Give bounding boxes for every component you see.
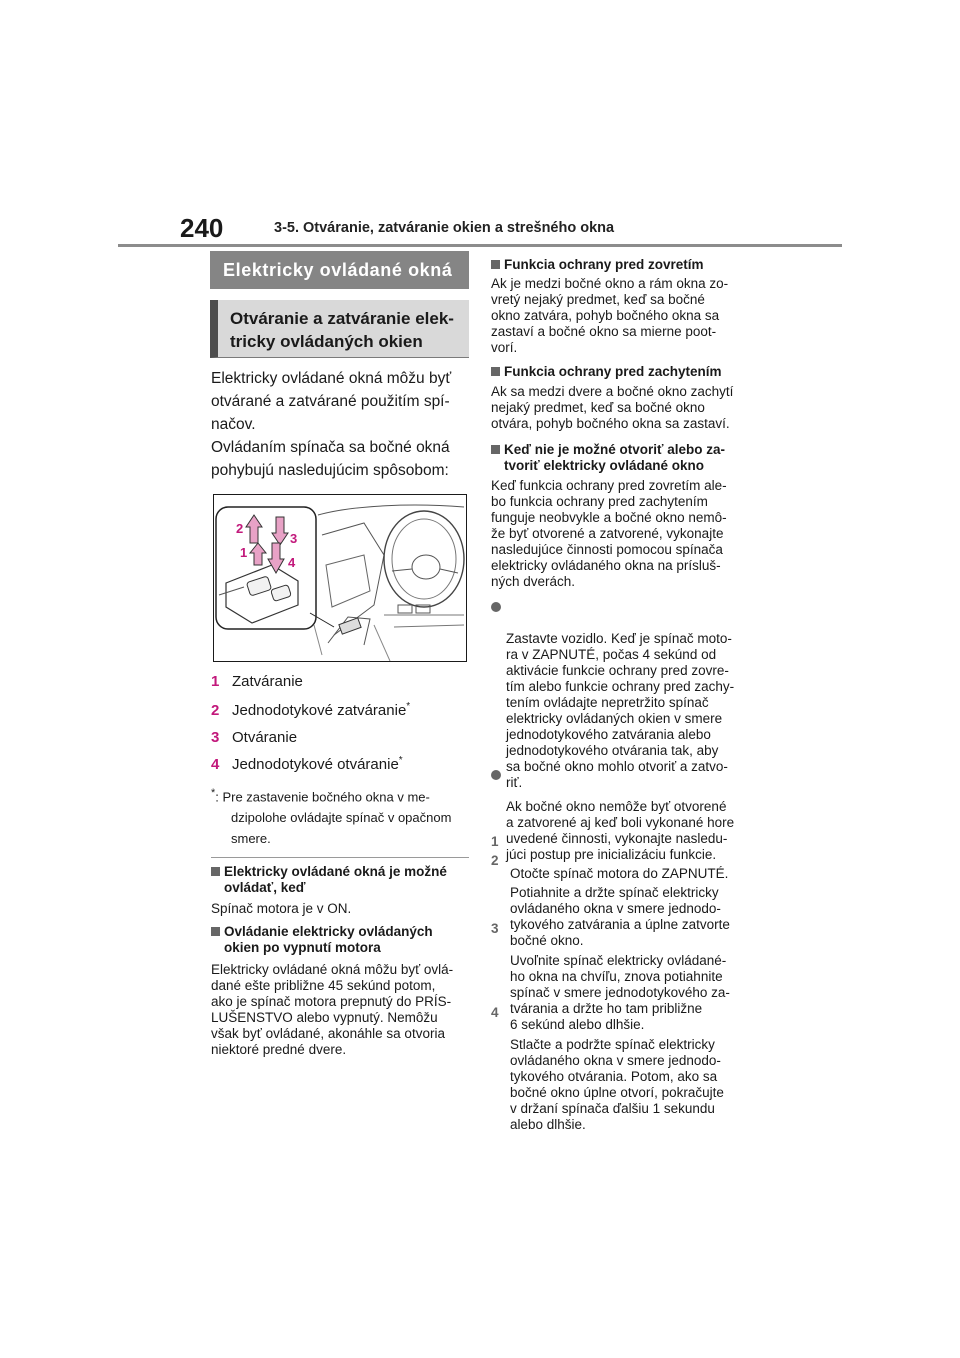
subsection-title: Otváranie a zatváranie elek- tricky ovládaných okien bbox=[230, 309, 454, 351]
section-title: Elektricky ovládané okná bbox=[210, 251, 469, 289]
window-switch-illustration bbox=[213, 494, 467, 662]
chapter-title: 3-5. Otváranie, zatváranie okien a strešného okna bbox=[274, 220, 615, 236]
square-bullet-icon bbox=[491, 367, 500, 376]
note-body-cannot-open-close: Keď funkcia ochrany pred zovretím ale- bo funkcia ochrany pred zachytením funguje neobvykle a bočné okno nemô- že byť otvorené a zatvorené, vykonajte nasledujúce činnosti pomocou spínača elektricky ovládaného okna na prísluš- ných dverách. bbox=[491, 478, 727, 589]
note-heading-cannot-open-close: Keď nie je možné otvoriť alebo za- tvoriť elektricky ovládané okno bbox=[491, 442, 753, 474]
step-one-touch-closing: 2 Jednodotykové zatváranie* bbox=[211, 701, 411, 719]
square-bullet-icon bbox=[491, 260, 500, 269]
note-heading-pinch-protection: Funkcia ochrany pred zovretím bbox=[491, 257, 753, 273]
step-one-touch-opening: 4 Jednodotykové otváranie* bbox=[211, 755, 403, 773]
note-body-after-engine-off: Elektricky ovládané okná môžu byť ovlá- dané ešte približne 45 sekúnd potom, ako je spínač motora prepnutý do PRÍS- LUŠENSTVO alebo vypnutý. Nemôžu však byť ovládané, akonáhle sa otvoria niektoré predné dvere. bbox=[211, 962, 454, 1057]
bullet-initialization: Ak bočné okno nemôže byť otvorené a zatvorené aj keď boli vykonané hore uvedené činnosti, vykonajte nasledu- júci postup pre inicializáciu funkcie. bbox=[491, 767, 757, 863]
step-closing: 1 Zatváranie bbox=[211, 673, 303, 690]
figure-label-1: 1 bbox=[240, 545, 248, 560]
illustration-drawing bbox=[214, 495, 466, 661]
header-rule bbox=[118, 244, 842, 247]
square-bullet-icon bbox=[211, 867, 220, 876]
left-divider bbox=[211, 857, 469, 858]
figure-label-3: 3 bbox=[290, 531, 298, 546]
subsection-box bbox=[210, 300, 469, 358]
square-bullet-icon bbox=[491, 445, 500, 454]
note-body-operable-when: Spínač motora je v ON. bbox=[211, 901, 352, 916]
note-heading-after-engine-off: Ovládanie elektricky ovládaných okien po vypnutí motora bbox=[211, 924, 469, 956]
init-step-3: 3 Uvoľnite spínač elektricky ovládané- ho okna na chvíľu, znova potiahnite spínač v smere jednodotykového za- tvárania a držte ho tam približne 6 sekúnd alebo dlhšie. bbox=[491, 921, 730, 1032]
step-opening: 3 Otváranie bbox=[211, 729, 298, 746]
bullet-stop-vehicle: Zastavte vozidlo. Keď je spínač moto- ra v ZAPNUTÉ, počas 4 sekúnd od aktivácie funkcie ochrany pred zovre- tím alebo funkcie ochrany pred zachy- tením ovládajte nepretržito spínač elektricky ovládaných okien v smere jednodotykového zatvárania alebo jednodotykového otvárania tak, aby sa bočné okno mohlo otvoriť a zatvo- riť. bbox=[491, 599, 757, 791]
note-body-catch-protection: Ak sa medzi dvere a bočné okno zachytí nejaký predmet, keď sa bočné okno otvára, pohyb bočného okna sa zastaví. bbox=[491, 384, 734, 431]
init-step-2: 2 Potiahnite a držte spínač elektricky ovládaného okna v smere jednodo- tykového zatvárania a úplne zatvorte bočné okno. bbox=[491, 853, 730, 948]
note-heading-operable-when: Elektricky ovládané okná je možné ovládať, keď bbox=[211, 864, 469, 896]
page-number: 240 bbox=[180, 213, 224, 243]
note-heading-catch-protection: Funkcia ochrany pred zachytením bbox=[491, 364, 753, 380]
figure-label-2: 2 bbox=[236, 521, 244, 536]
init-step-1: 1 Otočte spínač motora do ZAPNUTÉ. bbox=[491, 834, 729, 881]
round-bullet-icon bbox=[491, 602, 501, 612]
intro-paragraph-2: Ovládaním spínača sa bočné okná pohybujú nasledujúcim spôsobom: bbox=[211, 439, 450, 479]
footnote: *: Pre zastavenie bočného okna v me- dzipolohe ovládajte spínač v opačnom smere. bbox=[211, 787, 452, 847]
note-body-pinch-protection: Ak je medzi bočné okno a rám okna zo- vretý nejaký predmet, keď sa bočné okno zatvára, pohyb bočného okna sa zastaví a bočné okno sa mierne poot- vorí. bbox=[491, 276, 729, 355]
figure-label-4: 4 bbox=[288, 555, 296, 570]
square-bullet-icon bbox=[211, 927, 220, 936]
round-bullet-icon bbox=[491, 770, 501, 780]
intro-paragraph-1: Elektricky ovládané okná môžu byť otvárané a zatvárané použitím spí-načov. bbox=[211, 370, 452, 433]
init-step-4: 4 Stlačte a podržte spínač elektricky ovládaného okna v smere jednodo- tykového otvárania. Potom, ako sa bočné okno úplne otvorí, pokračujte v držaní spínača ďalšiu 1 sekundu alebo dlhšie. bbox=[491, 1005, 724, 1132]
